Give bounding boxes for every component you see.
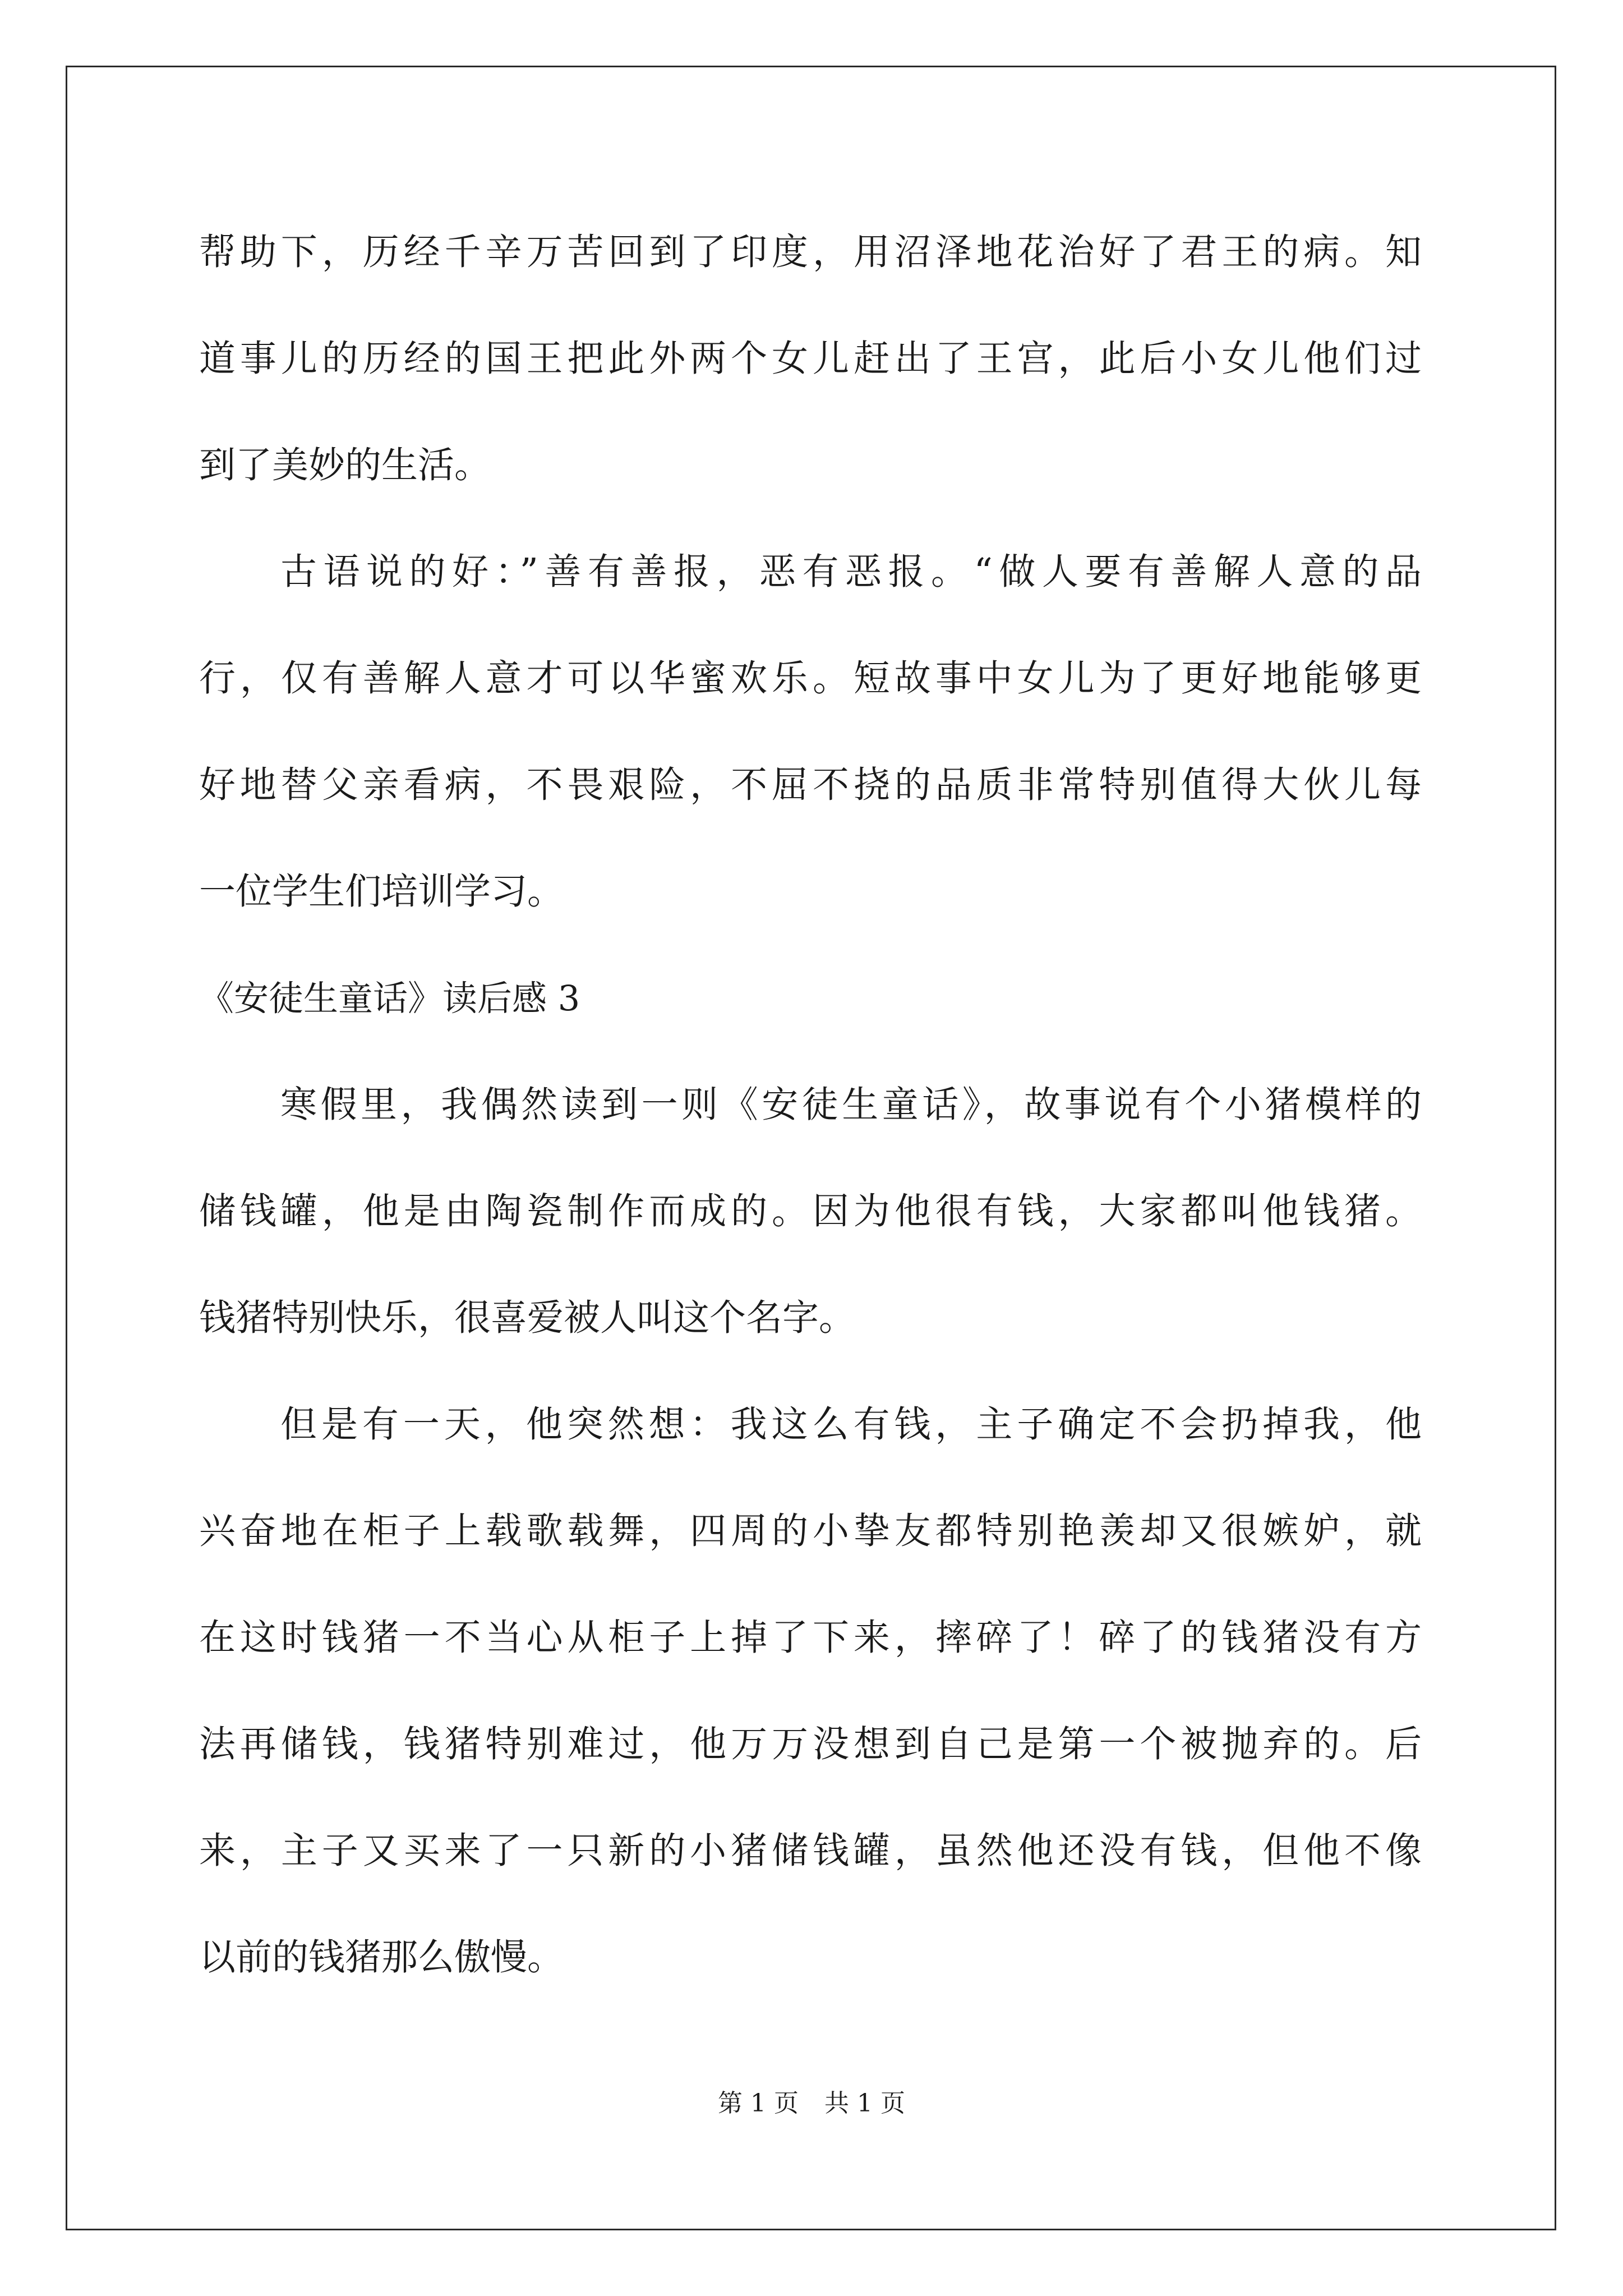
- paragraph-line: 帮助下，历经千辛万苦回到了印度，用沼泽地花治好了君王的病。知: [199, 231, 1422, 273]
- paragraph-line: 寒假里，我偶然读到一则《安徒生童话》，故事说有个小猪模样的: [280, 1084, 1422, 1126]
- paragraph-line: 法再储钱，钱猪特别难过，他万万没想到自己是第一个被抛弃的。后: [199, 1723, 1422, 1765]
- paragraph: [199, 1052, 1422, 1372]
- page-number: 第 1 页: [718, 2089, 799, 2118]
- paragraph: [199, 1372, 1422, 2011]
- paragraph-line: 好地替父亲看病，不畏艰险，不屈不挠的品质非常特别值得大伙儿每: [199, 764, 1422, 806]
- paragraph-line: 到了美妙的生活。: [199, 444, 491, 486]
- page-footer: [0, 2087, 1623, 2120]
- paragraph-line: 以前的钱猪那么傲慢。: [199, 1936, 564, 1978]
- paragraph-line: 道事儿的历经的国王把此外两个女儿赶出了王宫，此后小女儿他们过: [199, 338, 1422, 380]
- paragraph-line: 行，仅有善解人意才可以华蜜欢乐。短故事中女儿为了更好地能够更: [199, 657, 1422, 700]
- page-total: 共 1 页: [824, 2089, 905, 2118]
- paragraph-line: 但是有一天，他突然想：我这么有钱，主子确定不会扔掉我，他: [280, 1404, 1422, 1446]
- paragraph-line: 钱猪特别快乐，很喜爱被人叫这个名字。: [199, 1297, 856, 1339]
- paragraph: [199, 519, 1422, 945]
- document-body: [199, 199, 1422, 2011]
- paragraph-line: 兴奋地在柜子上载歌载舞，四周的小挚友都特别艳羡却又很嫉妒，就: [199, 1510, 1422, 1552]
- paragraph-line: 储钱罐，他是由陶瓷制作而成的。因为他很有钱，大家都叫他钱猪。: [199, 1190, 1422, 1232]
- paragraph-line: 在这时钱猪一不当心从柜子上掉了下来，摔碎了！碎了的钱猪没有方: [199, 1617, 1422, 1659]
- paragraph: [199, 199, 1422, 519]
- paragraph-line: 古语说的好：”善有善报，恶有恶报。“做人要有善解人意的品: [280, 551, 1422, 593]
- paragraph-line: 来，主子又买来了一只新的小猪储钱罐，虽然他还没有钱，但他不像: [199, 1830, 1422, 1872]
- section-heading: 《安徒生童话》读后感 3: [199, 978, 580, 1019]
- paragraph-line: 一位学生们培训学习。: [199, 871, 564, 913]
